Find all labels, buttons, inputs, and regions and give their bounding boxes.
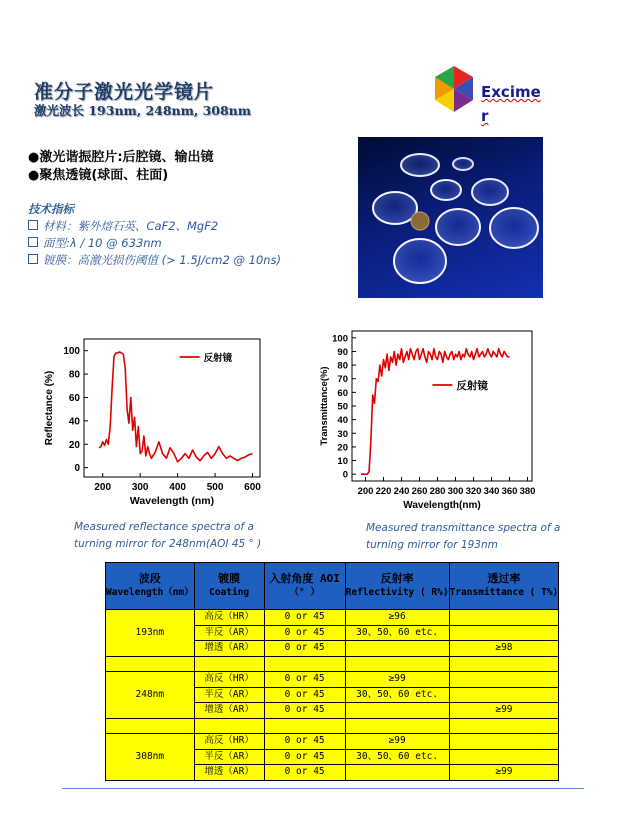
coating-spec-table (105, 562, 559, 781)
y-tick-label: 90 (337, 346, 348, 358)
aoi-cell: 0 or 45 (264, 687, 345, 703)
y-tick-label: 80 (68, 369, 80, 381)
optics-photo-drawing (358, 137, 543, 298)
coating-cell: 高反（HR） (194, 672, 264, 688)
table-spacer-row (106, 718, 559, 734)
trans-cell: ≥98 (449, 641, 559, 657)
x-tick-label: 300 (447, 486, 464, 497)
refl-cell (345, 641, 449, 657)
bullet-item: ●激光谐振腔片:后腔镜、输出镜 (28, 150, 214, 165)
band-cell: 193nm (106, 610, 195, 657)
y-tick-label: 60 (337, 387, 348, 399)
trans-cell (449, 687, 559, 703)
coating-cell: 增透（AR） (194, 703, 264, 719)
trans-cell (449, 672, 559, 688)
y-tick-label: 60 (68, 392, 80, 404)
checkbox-square-icon (28, 254, 38, 264)
y-axis-label: Reflectance (%) (44, 370, 55, 446)
trans-cell (449, 749, 559, 765)
y-tick-label: 40 (337, 415, 348, 427)
checkbox-square-icon (28, 220, 38, 230)
refl-cell: ≥99 (345, 672, 449, 688)
aoi-cell: 0 or 45 (264, 610, 345, 626)
transmittance-caption: Measured transmittance spectra of a turning mirror for 193nm (366, 522, 561, 551)
x-axis-label: Wavelength (nm) (129, 495, 215, 507)
x-tick-label: 200 (357, 486, 374, 497)
x-tick-label: 400 (169, 482, 186, 493)
y-axis-label: Transmittance(%) (319, 366, 330, 446)
spacer-cell (264, 718, 345, 734)
y-tick-label: 30 (337, 428, 348, 440)
checkbox-square-icon (28, 237, 38, 247)
spacer-cell (106, 718, 195, 734)
x-tick-label: 240 (393, 486, 410, 497)
x-tick-label: 280 (429, 486, 446, 497)
trans-cell (449, 625, 559, 641)
y-tick-label: 50 (337, 401, 348, 413)
aoi-cell: 0 or 45 (264, 703, 345, 719)
x-tick-label: 300 (131, 482, 149, 493)
aoi-cell: 0 or 45 (264, 765, 345, 781)
x-tick-label: 220 (375, 486, 392, 497)
table-row (106, 672, 559, 688)
coating-cell: 半反（AR） (194, 687, 264, 703)
x-axis-label: Wavelength(nm) (403, 500, 481, 511)
x-tick-label: 260 (411, 486, 428, 497)
coating-cell: 增透（AR） (194, 765, 264, 781)
table-spacer-row (106, 656, 559, 672)
table-header-row (106, 563, 559, 610)
table-row (106, 610, 559, 626)
coating-cell: 高反（HR） (194, 610, 264, 626)
bullet-item: ●聚焦透镜(球面、柱面) (28, 168, 169, 183)
band-cell: 308nm (106, 734, 195, 781)
x-tick-label: 340 (483, 486, 500, 497)
aoi-cell: 0 or 45 (264, 749, 345, 765)
x-tick-label: 360 (501, 486, 518, 497)
y-tick-label: 70 (337, 374, 348, 386)
aoi-cell: 0 or 45 (264, 672, 345, 688)
table-body (106, 610, 559, 781)
spec-item: 面型:λ / 10 @ 633nm (28, 235, 281, 252)
spacer-cell (449, 718, 559, 734)
x-tick-label: 600 (244, 482, 261, 493)
spec-list (28, 201, 281, 269)
x-tick-label: 500 (206, 482, 224, 493)
transmittance-chart (318, 323, 542, 513)
logo-text: Excime r (481, 83, 541, 125)
coating-cell: 高反（HR） (194, 734, 264, 750)
coating-cell: 半反（AR） (194, 625, 264, 641)
page-title: 准分子激光光学镜片 (34, 81, 215, 103)
y-tick-label: 0 (74, 463, 80, 475)
trans-cell (449, 734, 559, 750)
aoi-cell: 0 or 45 (264, 625, 345, 641)
optics-photo (358, 137, 543, 298)
excimer-logo-icon (431, 66, 477, 112)
y-tick-label: 80 (337, 360, 348, 372)
spacer-cell (194, 656, 264, 672)
spacer-cell (194, 718, 264, 734)
spec-item: 镀膜：高激光损伤阈值 (> 1.5J/cm2 @ 10ns) (28, 252, 281, 269)
spacer-cell (106, 656, 195, 672)
refl-cell: 30、50、60 etc. (345, 749, 449, 765)
x-tick-label: 320 (465, 486, 482, 497)
y-tick-label: 0 (342, 469, 348, 481)
coating-cell: 增透（AR） (194, 641, 264, 657)
spacer-cell (345, 656, 449, 672)
footer-divider (62, 788, 584, 789)
reflectance-chart (40, 333, 272, 513)
refl-cell: 30、50、60 etc. (345, 625, 449, 641)
refl-cell (345, 765, 449, 781)
refl-cell (345, 703, 449, 719)
legend-label: 反射镜 (203, 353, 233, 364)
trans-cell: ≥99 (449, 765, 559, 781)
spec-item: 材料：紫外熔石英、CaF2、MgF2 (28, 218, 281, 235)
y-tick-label: 10 (337, 456, 348, 468)
y-tick-label: 100 (332, 333, 348, 345)
refl-cell: ≥99 (345, 734, 449, 750)
header-reflectivity: 反射率 Reflectivity ( R%) (345, 563, 449, 610)
header-wavelength: 波段 Wavelength（nm） (106, 563, 195, 610)
spacer-cell (449, 656, 559, 672)
legend-label: 反射镜 (456, 380, 488, 392)
aoi-cell: 0 or 45 (264, 641, 345, 657)
y-tick-label: 20 (337, 442, 348, 454)
y-tick-label: 40 (68, 416, 80, 428)
series-line-0 (99, 352, 253, 462)
x-tick-label: 200 (94, 482, 112, 493)
header-coating: 镀膜 Coating (194, 563, 264, 610)
refl-cell: 30、50、60 etc. (345, 687, 449, 703)
table-row (106, 734, 559, 750)
refl-cell: ≥96 (345, 610, 449, 626)
page-subtitle: 激光波长 193nm, 248nm, 308nm (34, 103, 251, 118)
spacer-cell (345, 718, 449, 734)
series-line-0 (361, 349, 510, 475)
y-tick-label: 100 (63, 346, 80, 358)
product-bullets (28, 149, 214, 185)
header-aoi: 入射角度 AOI （° ） (264, 563, 345, 610)
band-cell: 248nm (106, 672, 195, 719)
trans-cell (449, 610, 559, 626)
spec-heading: 技术指标 (28, 202, 74, 216)
trans-cell: ≥99 (449, 703, 559, 719)
reflectance-caption: Measured reflectance spectra of a turning mirror for 248nm(AOI 45 ° ) (74, 521, 262, 550)
aoi-cell: 0 or 45 (264, 734, 345, 750)
spacer-cell (264, 656, 345, 672)
x-tick-label: 380 (519, 486, 536, 497)
coating-cell: 半反（AR） (194, 749, 264, 765)
header-transmittance: 透过率 Transmittance ( T%) (449, 563, 559, 610)
y-tick-label: 20 (68, 439, 80, 451)
